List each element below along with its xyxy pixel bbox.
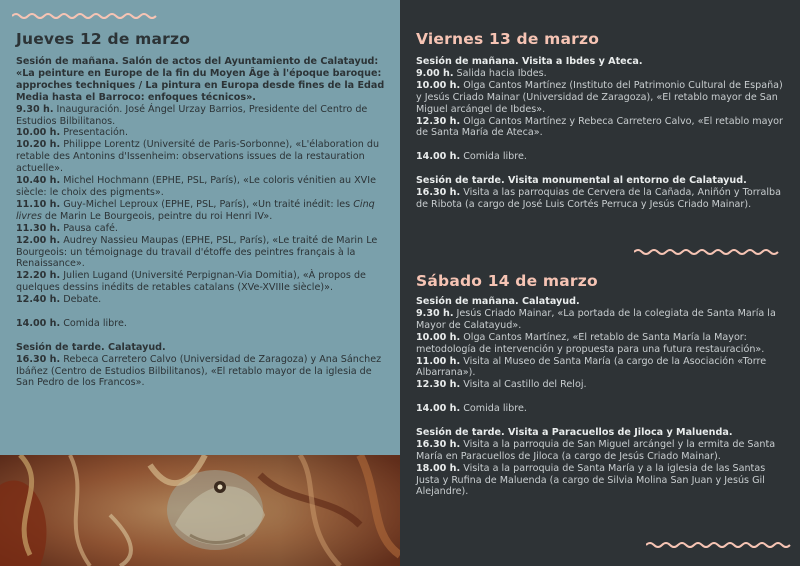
session-morning: Sesión de mañana. Visita a Ibdes y Ateca. xyxy=(416,56,643,67)
list-item: 11.00 h. Visita al Museo de Santa María (a cargo de la Asociación «Torre Albarrana»). xyxy=(416,355,767,379)
right-panel xyxy=(400,0,800,566)
day-title-saturday: Sábado 14 de marzo xyxy=(416,272,598,290)
list-item: 10.00 h. Olga Cantos Martínez, «El retablo de Santa María la Mayor: metodología de intervención y propuesta para una futura restauración». xyxy=(416,331,765,355)
list-item: 9.30 h. Jesús Criado Mainar, «La portada de la colegiata de Santa María la Mayor de Calatayud». xyxy=(416,307,776,331)
lunch-item: 14.00 h. Comida libre. xyxy=(416,151,527,163)
decorative-wave-bottom-right xyxy=(646,541,796,549)
list-item: 10.40 h. Michel Hochmann (EPHE, PSL, París), «Le coloris vénitien au XVIe siècle: le choix des pigments». xyxy=(16,175,376,198)
list-item: 11.10 h. Guy-Michel Leproux (EPHE, PSL, París), «Un traité inédit: les Cinq livres de Marin Le Bourgeois, peintre du roi Henri IV». xyxy=(16,198,375,222)
session-afternoon: Sesión de tarde. Calatayud. xyxy=(16,341,166,353)
list-item: 16.30 h. Visita a las parroquias de Cervera de la Cañada, Aniñón y Torralba de Ribota (a cargo de José Luis Cortés Perruca y Jesús Criado Mainar). xyxy=(416,186,781,210)
list-item: 16.30 h. Rebeca Carretero Calvo (Universidad de Zaragoza) y Ana Sánchez Ibáñez (Centro de Estudios Bilbilitanos), «El retablo mayor de la iglesia de San Pedro de los Francos». xyxy=(16,353,382,389)
decorative-wave-middle xyxy=(634,248,784,256)
list-item: 12.40 h. Debate. xyxy=(16,294,102,306)
schedule-saturday xyxy=(416,296,788,498)
session-afternoon: Sesión de tarde. Visita monumental al entorno de Calatayud. xyxy=(416,175,747,187)
list-item: 12.30 h. Olga Cantos Martínez y Rebeca Carretero Calvo, «El retablo mayor de Santa María de Ateca». xyxy=(416,115,783,139)
lunch-item: 14.00 h. Comida libre. xyxy=(416,403,527,415)
list-item: 12.00 h. Audrey Nassieu Maupas (EPHE, PSL, París), «Le traité de Marin Le Bourgeois: un témoignage du travail d'étoffe des peintres français à la Renaissance». xyxy=(16,234,378,270)
list-item: 10.00 h. Presentación. xyxy=(16,127,129,139)
list-item: 12.20 h. Julien Lugand (Université Perpignan-Via Domitia), «À propos de quelques dessins inédits de retables catalans (XVe-XVIIIe siècle)». xyxy=(16,270,366,294)
day-title-friday: Viernes 13 de marzo xyxy=(416,30,600,48)
decorative-wave-top-left xyxy=(12,12,162,20)
list-item: 9.30 h. Inauguración. José Ángel Urzay Barrios, Presidente del Centro de Estudios Bilbilitanos. xyxy=(16,103,368,127)
list-item: 10.00 h. Olga Cantos Martínez (Instituto del Patrimonio Cultural de España) y Jesús Criado Mainar (Universidad de Zaragoza), «El retablo mayor de San Miguel arcángel de Ibdes». xyxy=(416,79,783,115)
schedule-thursday xyxy=(16,56,386,389)
painting-image xyxy=(0,455,400,566)
session-afternoon: Sesión de tarde. Visita a Paracuellos de Jiloca y Maluenda. xyxy=(416,426,733,438)
list-item: 9.00 h. Salida hacia Ibdes. xyxy=(416,67,547,79)
list-item: 18.00 h. Visita a la parroquia de Santa María y a la iglesia de las Santas Justa y Rufina de Maluenda (a cargo de Silvia Molina San Juan y Jesús Gil Alejandre). xyxy=(416,462,766,498)
list-item: 16.30 h. Visita a la parroquia de San Miguel arcángel y la ermita de Santa María en Paracuellos de Jiloca (a cargo de Jesús Criado Mainar). xyxy=(416,438,776,462)
session-morning: Sesión de mañana. Calatayud. xyxy=(416,296,580,307)
lunch-item: 14.00 h. Comida libre. xyxy=(16,317,127,329)
list-item: 11.30 h. Pausa café. xyxy=(16,222,118,234)
schedule-friday xyxy=(416,56,788,211)
list-item: 12.30 h. Visita al Castillo del Reloj. xyxy=(416,379,587,391)
session-morning: Sesión de mañana. Salón de actos del Ayuntamiento de Calatayud: «La peinture en Europe de la fin du Moyen Âge à l'époque baroque: approches techniques / La pintura en Europa desde fines de la Edad Media hasta el Barroco: enfoques técnicos». xyxy=(16,56,385,103)
list-item: 10.20 h. Philippe Lorentz (Université de Paris-Sorbonne), «L'élaboration du retable des Antonins d'Issenheim: observations issues de la restauration actuelle». xyxy=(16,139,380,175)
day-title-thursday: Jueves 12 de marzo xyxy=(16,30,191,48)
